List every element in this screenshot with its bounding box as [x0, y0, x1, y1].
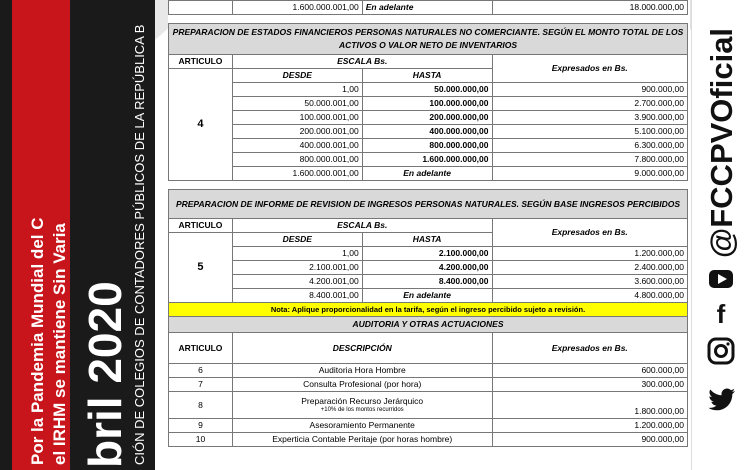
hasta-cell: 1.600.000.000,00 [362, 153, 492, 167]
table-row [169, 83, 688, 97]
fee-table-document [168, 0, 688, 470]
description-cell [232, 392, 492, 419]
table-row [169, 392, 688, 419]
table-row [169, 364, 688, 378]
table-row [169, 153, 688, 167]
hasta-cell: 8.400.000,00 [362, 275, 492, 289]
desde-cell: 50.000.001,00 [232, 97, 362, 111]
hasta-cell: 50.000.000,00 [362, 83, 492, 97]
table-row [169, 139, 688, 153]
desde-cell: 8.400.001,00 [232, 289, 362, 303]
hasta-cell: 4.200.000,00 [362, 261, 492, 275]
hasta-cell: 200.000.000,00 [362, 111, 492, 125]
articulo-header: ARTICULO [169, 333, 233, 364]
facebook-icon [701, 296, 741, 330]
amount-cell: 2.400.000,00 [492, 261, 688, 275]
table-row [169, 247, 688, 261]
desde-header: DESDE [232, 69, 362, 83]
expresados-header: Expresados en Bs. [492, 55, 688, 83]
table-row [169, 1, 688, 15]
table-row [169, 275, 688, 289]
table-row [169, 378, 688, 392]
amount-cell: 18.000.000,00 [492, 1, 688, 15]
amount-cell: 900.000,00 [492, 433, 688, 447]
amount-cell: 1.800.000,00 [492, 392, 688, 419]
hasta-cell: En adelante [362, 289, 492, 303]
amount-cell: 900.000,00 [492, 83, 688, 97]
desde-cell: 4.200.001,00 [232, 275, 362, 289]
social-sidebar [691, 0, 750, 470]
desde-cell: 1,00 [232, 83, 362, 97]
desde-cell: 1.600.000.001,00 [232, 167, 362, 181]
expresados-header: Expresados en Bs. [492, 219, 688, 247]
table-row [169, 433, 688, 447]
federation-text: CIÓN DE COLEGIOS DE CONTADORES PÚBLICOS DE LA REPÚBLICA B [132, 24, 147, 465]
amount-cell: 3.900.000,00 [492, 111, 688, 125]
amount-cell: 1.200.000,00 [492, 419, 688, 433]
amount-cell: 1.200.000,00 [492, 247, 688, 261]
desde-cell: 1.600.000.001,00 [232, 1, 362, 15]
amount-cell: 3.600.000,00 [492, 275, 688, 289]
proportionality-note: Nota: Aplique proporcionalidad en la tarifa, según el ingreso percibido sujeto a revisión. [169, 303, 688, 317]
date-big: bril 2020 [79, 281, 131, 468]
youtube-icon [701, 262, 741, 296]
amount-cell: 6.300.000,00 [492, 139, 688, 153]
table-row [169, 261, 688, 275]
descripcion-header: DESCRIPCIÓN [232, 333, 492, 364]
desde-cell: 200.000.001,00 [232, 125, 362, 139]
article-number: 10 [169, 433, 233, 447]
svg-text:f: f [716, 299, 726, 328]
article-number: 9 [169, 419, 233, 433]
hasta-header: HASTA [362, 233, 492, 247]
article-number: 4 [169, 69, 233, 181]
auditoria-title: AUDITORIA Y OTRAS ACTUACIONES [169, 317, 688, 333]
amount-cell: 2.700.000,00 [492, 97, 688, 111]
fee-table [168, 0, 688, 447]
twitter-icon [701, 380, 741, 420]
description-text: Preparación Recurso Jerárquico [301, 396, 424, 406]
table-row [169, 167, 688, 181]
description-cell: Consulta Profesional (por hora) [232, 378, 492, 392]
table-row [169, 97, 688, 111]
instagram-icon [701, 333, 741, 369]
desde-cell: 2.100.001,00 [232, 261, 362, 275]
section-5-title: PREPARACION DE INFORME DE REVISION DE INGRESOS PERSONAS NATURALES. SEGÚN BASE INGRESOS PERCIBIDOS [169, 190, 688, 219]
hasta-cell: 400.000.000,00 [362, 125, 492, 139]
section-4-title: PREPARACION DE ESTADOS FINANCIEROS PERSONAS NATURALES NO COMERCIANTE. SEGÚN EL MONTO TOTAL DE LOS ACTIVOS O VALOR NETO DE INVENTARIOS [169, 24, 688, 55]
desde-cell: 800.000.001,00 [232, 153, 362, 167]
hasta-cell: En adelante [362, 1, 492, 15]
desde-cell: 400.000.001,00 [232, 139, 362, 153]
table-row [169, 289, 688, 303]
article-number: 7 [169, 378, 233, 392]
escala-header: ESCALA Bs. [232, 219, 492, 233]
amount-cell: 300.000,00 [492, 378, 688, 392]
red-line-2: el IRHM se mantiene Sin Varia [50, 223, 69, 465]
table-row [169, 419, 688, 433]
red-line-1: Por la Pandemia Mundial del C [28, 217, 47, 465]
article-number: 8 [169, 392, 233, 419]
amount-cell: 600.000,00 [492, 364, 688, 378]
amount-cell: 4.800.000,00 [492, 289, 688, 303]
article-number: 6 [169, 364, 233, 378]
amount-cell: 5.100.000,00 [492, 125, 688, 139]
table-row [169, 111, 688, 125]
escala-header: ESCALA Bs. [232, 55, 492, 69]
hasta-cell: 2.100.000,00 [362, 247, 492, 261]
description-cell: Auditoria Hora Hombre [232, 364, 492, 378]
social-handle: @FCCPVOficial [704, 27, 739, 258]
article-number: 5 [169, 233, 233, 303]
description-cell: Experticia Contable Peritaje (por horas hombre) [232, 433, 492, 447]
articulo-header: ARTICULO [169, 55, 233, 69]
articulo-header: ARTICULO [169, 219, 233, 233]
desde-cell: 1,00 [232, 247, 362, 261]
table-row [169, 125, 688, 139]
desde-cell: 100.000.001,00 [232, 111, 362, 125]
hasta-cell: 800.000.000,00 [362, 139, 492, 153]
hasta-header: HASTA [362, 69, 492, 83]
description-cell: Asesoramiento Permanente [232, 419, 492, 433]
hasta-cell: En adelante [362, 167, 492, 181]
description-subtext: +10% de los montos recurridos [320, 407, 404, 413]
amount-cell: 9.000.000,00 [492, 167, 688, 181]
expresados-header: Expresados en Bs. [492, 333, 688, 364]
desde-header: DESDE [232, 233, 362, 247]
amount-cell: 7.800.000,00 [492, 153, 688, 167]
hasta-cell: 100.000.000,00 [362, 97, 492, 111]
